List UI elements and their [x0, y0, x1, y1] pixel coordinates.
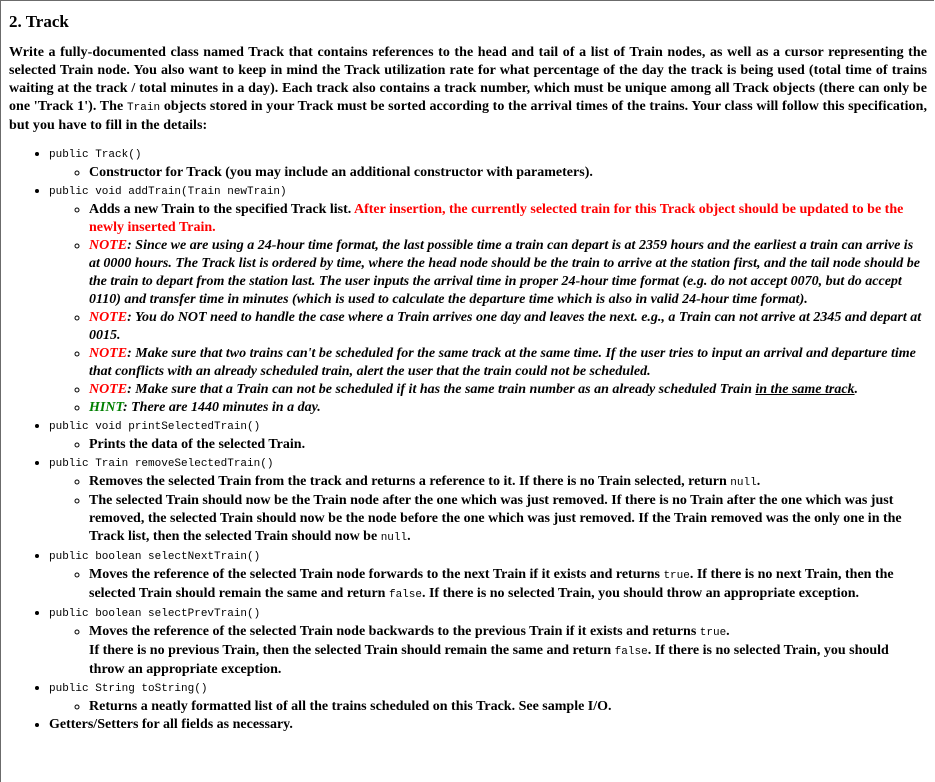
method-item-print-selected	[49, 417, 927, 454]
method-list	[9, 145, 927, 734]
intro-paragraph	[9, 44, 927, 135]
method-details	[49, 473, 927, 547]
note-item	[89, 309, 927, 345]
method-item-constructor	[49, 145, 927, 182]
note-end: .	[854, 382, 859, 397]
hint-item	[89, 399, 927, 417]
method-item-select-next	[49, 547, 927, 604]
highlight-text: After insertion, the currently selected train for this Track object should be updated to be the newly inserted Train.	[89, 202, 904, 235]
underlined-text: in the same track	[755, 382, 855, 397]
note-text: : You do NOT need to handle the case where a Train arrives one day and leaves the next. e.g., a Train can not arrive at 2345 and depart at 0015.	[89, 310, 922, 343]
method-signature: • public Train removeSelectedTrain()	[49, 458, 274, 470]
method-item-add-train	[49, 182, 927, 417]
code-true: true	[663, 570, 690, 582]
detail-text: Moves the reference of the selected Train node forwards to the next Train if it exists and returns	[89, 567, 664, 582]
intro-text-1: Write a fully-documented class named Track that contains references to the head and tail of a list of Train nodes, as well as a cursor representing the selected Train node. You also want to keep in mind the Track utilization rate for what percentage of the day the track is being used (total time of trains waiting at the track / total minutes in a day). Each track also contains a track number, which must be unique among all Track objects (there can only be one 'Track 1'). The	[9, 45, 927, 114]
detail-text: .	[726, 624, 730, 639]
detail-text: Adds a new Train to the specified Track list.	[89, 202, 354, 217]
detail-item: ◦ Returns a neatly formatted list of all the trains scheduled on this Track. See sample I/O.	[89, 698, 927, 716]
detail-item	[89, 473, 927, 492]
detail-item	[89, 566, 927, 604]
detail-text: Moves the reference of the selected Train node backwards to the previous Train if it exists and returns	[89, 624, 700, 639]
method-details	[49, 698, 927, 716]
detail-item: ◦ Prints the data of the selected Train.	[89, 436, 927, 454]
note-item	[89, 381, 927, 399]
code-true: true	[699, 627, 727, 639]
method-item-to-string	[49, 679, 927, 716]
detail-text: . If there is no selected Train, you should throw an appropriate exception.	[89, 643, 889, 677]
intro-text-2: objects stored in your Track must be sorted according to the arrival times of the trains. Your class will follow this specification, but you have to fill in the details:	[9, 99, 927, 133]
detail-end: .	[756, 474, 761, 489]
note-label: NOTE	[89, 310, 128, 325]
detail-text: . If there is no selected Train, you should throw an appropriate exception.	[421, 586, 859, 601]
method-signature: • public Track()	[49, 149, 142, 161]
method-signature: • public void addTrain(Train newTrain)	[49, 186, 287, 198]
intro-code-train: Train	[126, 102, 161, 114]
note-item	[89, 237, 927, 309]
method-item-remove-selected	[49, 454, 927, 547]
method-signature: • public void printSelectedTrain()	[49, 421, 261, 433]
code-false: false	[388, 589, 422, 601]
detail-item	[89, 492, 927, 547]
note-label: NOTE	[89, 346, 128, 361]
getters-setters-item: • Getters/Setters for all fields as necessary.	[49, 716, 927, 734]
note-label: NOTE	[89, 382, 128, 397]
detail-text: The selected Train should now be the Train node after the one which was just removed. If there is no Train after the one which was just removed, the selected Train should now be the node before the one which was just removed. If the Train removed was the only one in the Track list, then the selected Train should now be	[89, 493, 902, 544]
method-details	[49, 436, 927, 454]
code-false: false	[614, 646, 648, 658]
detail-text: If there is no previous Train, then the selected Train should remain the same and return	[89, 643, 615, 658]
section-title: 2. Track	[9, 12, 69, 31]
detail-end: .	[407, 529, 411, 544]
note-text: : Make sure that a Train can not be scheduled if it has the same train number as an already scheduled Train	[127, 382, 756, 397]
code-null: null	[730, 477, 757, 489]
method-signature: • public String toString()	[49, 683, 208, 695]
code-null: null	[380, 532, 408, 544]
detail-text: Removes the selected Train from the track and returns a reference to it. If there is no Train selected, return	[89, 474, 731, 489]
method-details	[49, 623, 927, 679]
detail-text: . If there is no next Train, then the selected Train should remain the same and return	[89, 567, 894, 601]
note-text: : Make sure that two trains can't be scheduled for the same track at the same time. If the user tries to input an arrival and departure time that conflicts with an already scheduled train, alert the user that the train could not be scheduled.	[89, 346, 916, 379]
hint-label: HINT	[89, 400, 123, 415]
note-label: NOTE	[89, 238, 128, 253]
detail-item	[89, 623, 927, 679]
detail-item	[89, 201, 927, 237]
note-text: : Since we are using a 24-hour time format, the last possible time a train can depart is at 2359 hours and the earliest a train can arrive is at 0000 hours. The Track list is ordered by time, where the head node should be the train to arrive at the station first, and the tail node should be the train to depart from the station last. The user inputs the arrival time in proper 24-hour time format (e.g. do not accept 0070, but do accept 0110) and transfer time in minutes (which is used to calculate the departure time which is also in valid 24-hour time format).	[89, 238, 920, 307]
method-signature: • public boolean selectNextTrain()	[49, 551, 261, 563]
note-item	[89, 345, 927, 381]
method-details	[49, 566, 927, 604]
detail-item: ◦ Constructor for Track (you may include an additional constructor with parameters).	[89, 164, 927, 182]
hint-text: : There are 1440 minutes in a day.	[122, 400, 321, 415]
method-details	[49, 201, 927, 417]
method-item-select-prev	[49, 604, 927, 679]
method-details	[49, 164, 927, 182]
method-signature: • public boolean selectPrevTrain()	[49, 608, 261, 620]
document-content	[9, 0, 927, 734]
